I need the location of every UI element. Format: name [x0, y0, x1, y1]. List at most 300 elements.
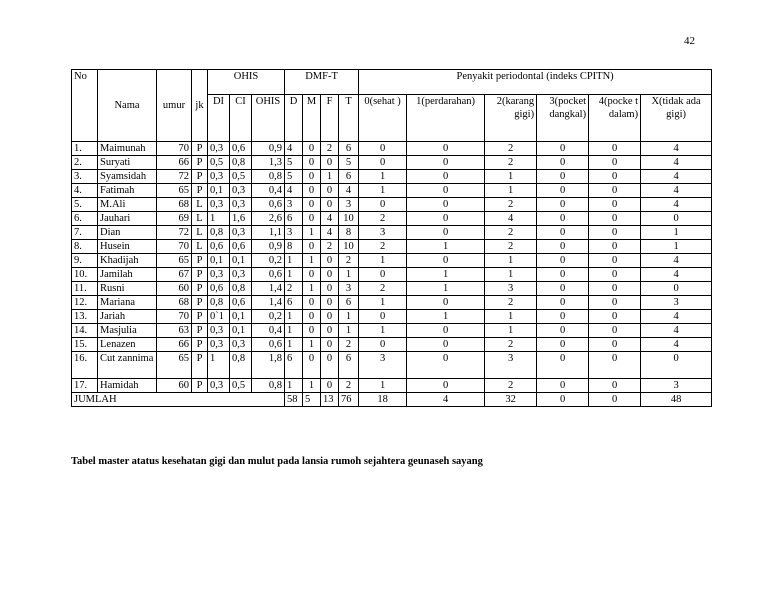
cell-umur: 65 — [157, 352, 192, 379]
cell-c1: 0 — [407, 198, 485, 212]
total-m: 5 — [303, 393, 321, 407]
cell-c0: 0 — [359, 156, 407, 170]
cell-ohis: 0,2 — [252, 254, 285, 268]
cell-m: 0 — [303, 170, 321, 184]
cell-c0: 1 — [359, 296, 407, 310]
cell-m: 0 — [303, 296, 321, 310]
cell-c1: 1 — [407, 240, 485, 254]
cell-ci: 0,6 — [230, 296, 252, 310]
cell-ci: 0,3 — [230, 226, 252, 240]
cell-no: 5. — [72, 198, 98, 212]
cell-cx: 4 — [641, 338, 712, 352]
cell-f: 0 — [321, 184, 339, 198]
cell-ci: 0,3 — [230, 268, 252, 282]
cell-m: 0 — [303, 212, 321, 226]
cell-cx: 4 — [641, 142, 712, 156]
cell-f: 0 — [321, 254, 339, 268]
table-row — [72, 254, 712, 268]
header-dmft-group: DMF-T — [285, 70, 359, 95]
cell-c0: 0 — [359, 310, 407, 324]
cell-t: 10 — [339, 240, 359, 254]
cell-di: 0,8 — [208, 296, 230, 310]
table-row — [72, 352, 712, 379]
header-f: F — [321, 95, 339, 142]
cell-c0: 0 — [359, 268, 407, 282]
cell-c1: 0 — [407, 226, 485, 240]
cell-t: 2 — [339, 379, 359, 393]
header-no: No — [72, 70, 98, 142]
cell-f: 0 — [321, 282, 339, 296]
cell-c1: 0 — [407, 184, 485, 198]
cell-cx: 1 — [641, 240, 712, 254]
cell-c4: 0 — [589, 170, 641, 184]
table-caption: Tabel master atatus kesehatan gigi dan mulut pada lansia rumoh sejahtera geunaseh sayang — [71, 456, 483, 467]
cell-ohis: 0,6 — [252, 268, 285, 282]
total-cpitn-1: 4 — [407, 393, 485, 407]
cell-m: 0 — [303, 184, 321, 198]
cell-c0: 0 — [359, 338, 407, 352]
cell-c0: 1 — [359, 379, 407, 393]
cell-nama: Suryati — [98, 156, 157, 170]
cell-ci: 0,8 — [230, 282, 252, 296]
cell-t: 3 — [339, 282, 359, 296]
cell-ci: 0,8 — [230, 352, 252, 379]
cell-c0: 2 — [359, 212, 407, 226]
table-row — [72, 268, 712, 282]
table-row — [72, 170, 712, 184]
cell-c4: 0 — [589, 268, 641, 282]
cell-c1: 0 — [407, 324, 485, 338]
cell-cx: 0 — [641, 212, 712, 226]
cell-jk: P — [192, 338, 208, 352]
cell-m: 1 — [303, 379, 321, 393]
cell-di: 0,5 — [208, 156, 230, 170]
cell-d: 1 — [285, 324, 303, 338]
cell-c2: 2 — [485, 379, 537, 393]
table-row — [72, 240, 712, 254]
cell-c1: 1 — [407, 310, 485, 324]
table-row — [72, 156, 712, 170]
header-cpitn-group: Penyakit periodontal (indeks CPITN) — [359, 70, 712, 95]
cell-ci: 0,5 — [230, 379, 252, 393]
cell-f: 2 — [321, 240, 339, 254]
cell-di: 0,3 — [208, 338, 230, 352]
cell-ohis: 1,4 — [252, 296, 285, 310]
cell-no: 1. — [72, 142, 98, 156]
cell-ohis: 0,9 — [252, 240, 285, 254]
cell-c2: 2 — [485, 226, 537, 240]
cell-cx: 4 — [641, 268, 712, 282]
cell-m: 0 — [303, 352, 321, 379]
cell-m: 1 — [303, 226, 321, 240]
cell-di: 0,8 — [208, 226, 230, 240]
cell-d: 4 — [285, 184, 303, 198]
cell-c0: 3 — [359, 352, 407, 379]
cell-ohis: 0,8 — [252, 170, 285, 184]
cell-ci: 0,1 — [230, 310, 252, 324]
cell-c0: 1 — [359, 184, 407, 198]
cell-di: 0,3 — [208, 170, 230, 184]
cell-t: 3 — [339, 198, 359, 212]
cell-f: 0 — [321, 156, 339, 170]
cell-c2: 2 — [485, 142, 537, 156]
cell-c3: 0 — [537, 352, 589, 379]
cell-cx: 4 — [641, 324, 712, 338]
cell-umur: 60 — [157, 282, 192, 296]
cell-c1: 1 — [407, 268, 485, 282]
cell-ohis: 0,9 — [252, 142, 285, 156]
cell-c4: 0 — [589, 282, 641, 296]
cell-f: 1 — [321, 170, 339, 184]
table-row — [72, 296, 712, 310]
cell-ohis: 0,6 — [252, 198, 285, 212]
cell-c1: 0 — [407, 254, 485, 268]
cell-di: 0,3 — [208, 198, 230, 212]
cell-umur: 66 — [157, 156, 192, 170]
cell-umur: 70 — [157, 142, 192, 156]
cell-jk: P — [192, 254, 208, 268]
total-row — [72, 393, 712, 407]
cell-c4: 0 — [589, 156, 641, 170]
cell-c3: 0 — [537, 184, 589, 198]
header-t: T — [339, 95, 359, 142]
cell-m: 1 — [303, 282, 321, 296]
cell-jk: P — [192, 142, 208, 156]
cell-no: 14. — [72, 324, 98, 338]
cell-di: 0,1 — [208, 184, 230, 198]
cell-c2: 1 — [485, 254, 537, 268]
cell-di: 0,3 — [208, 142, 230, 156]
cell-m: 0 — [303, 142, 321, 156]
cell-c3: 0 — [537, 310, 589, 324]
cell-c3: 0 — [537, 142, 589, 156]
cell-c3: 0 — [537, 198, 589, 212]
cell-nama: Syamsidah — [98, 170, 157, 184]
header-ohis-group: OHIS — [208, 70, 285, 95]
cell-cx: 0 — [641, 282, 712, 296]
cell-umur: 68 — [157, 296, 192, 310]
cell-c4: 0 — [589, 240, 641, 254]
total-f: 13 — [321, 393, 339, 407]
cell-c4: 0 — [589, 184, 641, 198]
cell-d: 1 — [285, 379, 303, 393]
cell-d: 1 — [285, 254, 303, 268]
cell-f: 0 — [321, 379, 339, 393]
cell-cx: 4 — [641, 310, 712, 324]
total-cpitn-2: 32 — [485, 393, 537, 407]
cell-no: 17. — [72, 379, 98, 393]
cell-jk: P — [192, 184, 208, 198]
cell-f: 0 — [321, 310, 339, 324]
header-ohis: OHIS — [252, 95, 285, 142]
cell-ohis: 1,8 — [252, 352, 285, 379]
cell-c3: 0 — [537, 254, 589, 268]
cell-c2: 3 — [485, 282, 537, 296]
cell-di: 0,3 — [208, 268, 230, 282]
page-number: 42 — [684, 35, 695, 47]
cell-d: 2 — [285, 282, 303, 296]
cell-nama: Cut zannima — [98, 352, 157, 379]
cell-cx: 4 — [641, 198, 712, 212]
total-label: JUMLAH — [72, 393, 285, 407]
cell-d: 1 — [285, 338, 303, 352]
cell-c4: 0 — [589, 226, 641, 240]
cell-t: 10 — [339, 212, 359, 226]
table-row — [72, 198, 712, 212]
cell-ci: 0,1 — [230, 254, 252, 268]
cell-ci: 0,3 — [230, 338, 252, 352]
cell-c3: 0 — [537, 226, 589, 240]
cell-jk: L — [192, 226, 208, 240]
cell-jk: P — [192, 296, 208, 310]
cell-c3: 0 — [537, 282, 589, 296]
total-cpitn-x: 48 — [641, 393, 712, 407]
cell-no: 9. — [72, 254, 98, 268]
cell-jk: P — [192, 324, 208, 338]
cell-di: 0,3 — [208, 324, 230, 338]
cell-no: 6. — [72, 212, 98, 226]
cell-c3: 0 — [537, 324, 589, 338]
cell-c3: 0 — [537, 268, 589, 282]
cell-no: 11. — [72, 282, 98, 296]
cell-nama: Fatimah — [98, 184, 157, 198]
cell-c4: 0 — [589, 338, 641, 352]
cell-d: 8 — [285, 240, 303, 254]
cell-jk: P — [192, 156, 208, 170]
cell-ci: 1,6 — [230, 212, 252, 226]
cell-cx: 4 — [641, 184, 712, 198]
cell-c0: 1 — [359, 254, 407, 268]
cell-c3: 0 — [537, 156, 589, 170]
cell-c2: 1 — [485, 170, 537, 184]
cell-c4: 0 — [589, 310, 641, 324]
cell-umur: 67 — [157, 268, 192, 282]
cell-d: 5 — [285, 170, 303, 184]
cell-m: 1 — [303, 338, 321, 352]
cell-no: 2. — [72, 156, 98, 170]
cell-nama: Mariana — [98, 296, 157, 310]
cell-jk: P — [192, 352, 208, 379]
cell-c4: 0 — [589, 212, 641, 226]
cell-umur: 65 — [157, 254, 192, 268]
cell-f: 0 — [321, 324, 339, 338]
total-t: 76 — [339, 393, 359, 407]
cell-nama: Rusni — [98, 282, 157, 296]
cell-t: 6 — [339, 296, 359, 310]
cell-c2: 1 — [485, 268, 537, 282]
cell-nama: M.Ali — [98, 198, 157, 212]
cell-di: 0`1 — [208, 310, 230, 324]
cell-cx: 4 — [641, 170, 712, 184]
cell-umur: 72 — [157, 170, 192, 184]
cell-c1: 1 — [407, 282, 485, 296]
cell-c0: 1 — [359, 170, 407, 184]
header-jk: jk — [192, 70, 208, 142]
cell-ohis: 0,4 — [252, 184, 285, 198]
cell-c1: 0 — [407, 212, 485, 226]
cell-m: 0 — [303, 324, 321, 338]
cell-d: 3 — [285, 198, 303, 212]
cell-jk: P — [192, 282, 208, 296]
table-row — [72, 212, 712, 226]
cell-c2: 2 — [485, 338, 537, 352]
cell-umur: 63 — [157, 324, 192, 338]
cell-t: 2 — [339, 254, 359, 268]
cell-nama: Dian — [98, 226, 157, 240]
cell-no: 3. — [72, 170, 98, 184]
cell-nama: Lenazen — [98, 338, 157, 352]
cell-cx: 3 — [641, 296, 712, 310]
cell-di: 0,6 — [208, 240, 230, 254]
cell-jk: P — [192, 268, 208, 282]
header-cpitn-x: X(tidak ada gigi) — [641, 95, 712, 142]
cell-umur: 70 — [157, 240, 192, 254]
cell-ci: 0,1 — [230, 324, 252, 338]
cell-cx: 4 — [641, 254, 712, 268]
table-row — [72, 324, 712, 338]
header-cpitn-2: 2(karang gigi) — [485, 95, 537, 142]
cell-c1: 0 — [407, 156, 485, 170]
cell-cx: 0 — [641, 352, 712, 379]
table-row — [72, 338, 712, 352]
cell-d: 3 — [285, 226, 303, 240]
cell-t: 2 — [339, 338, 359, 352]
cell-t: 1 — [339, 310, 359, 324]
cell-nama: Maimunah — [98, 142, 157, 156]
cell-d: 1 — [285, 268, 303, 282]
cell-nama: Hamidah — [98, 379, 157, 393]
cell-c3: 0 — [537, 212, 589, 226]
cell-d: 4 — [285, 142, 303, 156]
total-cpitn-4: 0 — [589, 393, 641, 407]
cell-c2: 2 — [485, 198, 537, 212]
cell-m: 0 — [303, 156, 321, 170]
cell-c1: 0 — [407, 142, 485, 156]
cell-t: 6 — [339, 170, 359, 184]
cell-ohis: 1,3 — [252, 156, 285, 170]
header-m: M — [303, 95, 321, 142]
cell-c1: 0 — [407, 379, 485, 393]
header-row-top — [72, 70, 712, 95]
cell-ci: 0,3 — [230, 184, 252, 198]
cell-f: 0 — [321, 296, 339, 310]
cell-umur: 68 — [157, 198, 192, 212]
cell-ci: 0,3 — [230, 198, 252, 212]
cell-m: 1 — [303, 254, 321, 268]
table-row — [72, 282, 712, 296]
cell-umur: 69 — [157, 212, 192, 226]
header-cpitn-1: 1(perdarahan) — [407, 95, 485, 142]
cell-c1: 0 — [407, 338, 485, 352]
cell-ohis: 0,4 — [252, 324, 285, 338]
cell-f: 0 — [321, 198, 339, 212]
cell-m: 0 — [303, 198, 321, 212]
cell-jk: L — [192, 198, 208, 212]
cell-jk: P — [192, 379, 208, 393]
cell-jk: P — [192, 170, 208, 184]
cell-c0: 1 — [359, 324, 407, 338]
cell-c1: 0 — [407, 170, 485, 184]
cell-jk: L — [192, 212, 208, 226]
cell-c0: 2 — [359, 282, 407, 296]
cell-umur: 70 — [157, 310, 192, 324]
cell-m: 0 — [303, 310, 321, 324]
cell-m: 0 — [303, 268, 321, 282]
table-row — [72, 142, 712, 156]
cell-cx: 4 — [641, 156, 712, 170]
cell-c4: 0 — [589, 324, 641, 338]
cell-f: 0 — [321, 352, 339, 379]
cell-ohis: 2,6 — [252, 212, 285, 226]
cell-t: 4 — [339, 184, 359, 198]
cell-c2: 2 — [485, 296, 537, 310]
cell-ci: 0,8 — [230, 156, 252, 170]
cell-c1: 0 — [407, 296, 485, 310]
cell-umur: 66 — [157, 338, 192, 352]
master-table — [71, 69, 712, 407]
header-umur: umur — [157, 70, 192, 142]
cell-umur: 65 — [157, 184, 192, 198]
cell-ohis: 1,1 — [252, 226, 285, 240]
cell-c2: 2 — [485, 156, 537, 170]
cell-c4: 0 — [589, 296, 641, 310]
table-row — [72, 184, 712, 198]
cell-jk: P — [192, 310, 208, 324]
cell-d: 1 — [285, 310, 303, 324]
cell-c4: 0 — [589, 198, 641, 212]
cell-f: 4 — [321, 212, 339, 226]
cell-no: 13. — [72, 310, 98, 324]
cell-ohis: 1,4 — [252, 282, 285, 296]
cell-ohis: 0,2 — [252, 310, 285, 324]
cell-t: 6 — [339, 352, 359, 379]
cell-cx: 3 — [641, 379, 712, 393]
cell-ohis: 0,8 — [252, 379, 285, 393]
cell-no: 8. — [72, 240, 98, 254]
table-row — [72, 226, 712, 240]
cell-c2: 1 — [485, 184, 537, 198]
cell-nama: Jamilah — [98, 268, 157, 282]
cell-umur: 72 — [157, 226, 192, 240]
cell-c2: 1 — [485, 324, 537, 338]
cell-c3: 0 — [537, 296, 589, 310]
cell-no: 7. — [72, 226, 98, 240]
cell-c0: 0 — [359, 198, 407, 212]
cell-di: 0,6 — [208, 282, 230, 296]
cell-jk: L — [192, 240, 208, 254]
cell-no: 16. — [72, 352, 98, 379]
header-nama: Nama — [98, 70, 157, 142]
cell-no: 12. — [72, 296, 98, 310]
cell-c1: 0 — [407, 352, 485, 379]
total-cpitn-3: 0 — [537, 393, 589, 407]
cell-ci: 0,6 — [230, 240, 252, 254]
cell-d: 6 — [285, 212, 303, 226]
cell-f: 4 — [321, 226, 339, 240]
cell-t: 6 — [339, 142, 359, 156]
cell-ci: 0,6 — [230, 142, 252, 156]
cell-nama: Jauhari — [98, 212, 157, 226]
cell-nama: Husein — [98, 240, 157, 254]
header-ci: CI — [230, 95, 252, 142]
cell-nama: Masjulia — [98, 324, 157, 338]
header-cpitn-3: 3(pocket dangkal) — [537, 95, 589, 142]
cell-umur: 60 — [157, 379, 192, 393]
cell-m: 0 — [303, 240, 321, 254]
cell-c3: 0 — [537, 379, 589, 393]
cell-c3: 0 — [537, 338, 589, 352]
header-cpitn-0: 0(sehat ) — [359, 95, 407, 142]
